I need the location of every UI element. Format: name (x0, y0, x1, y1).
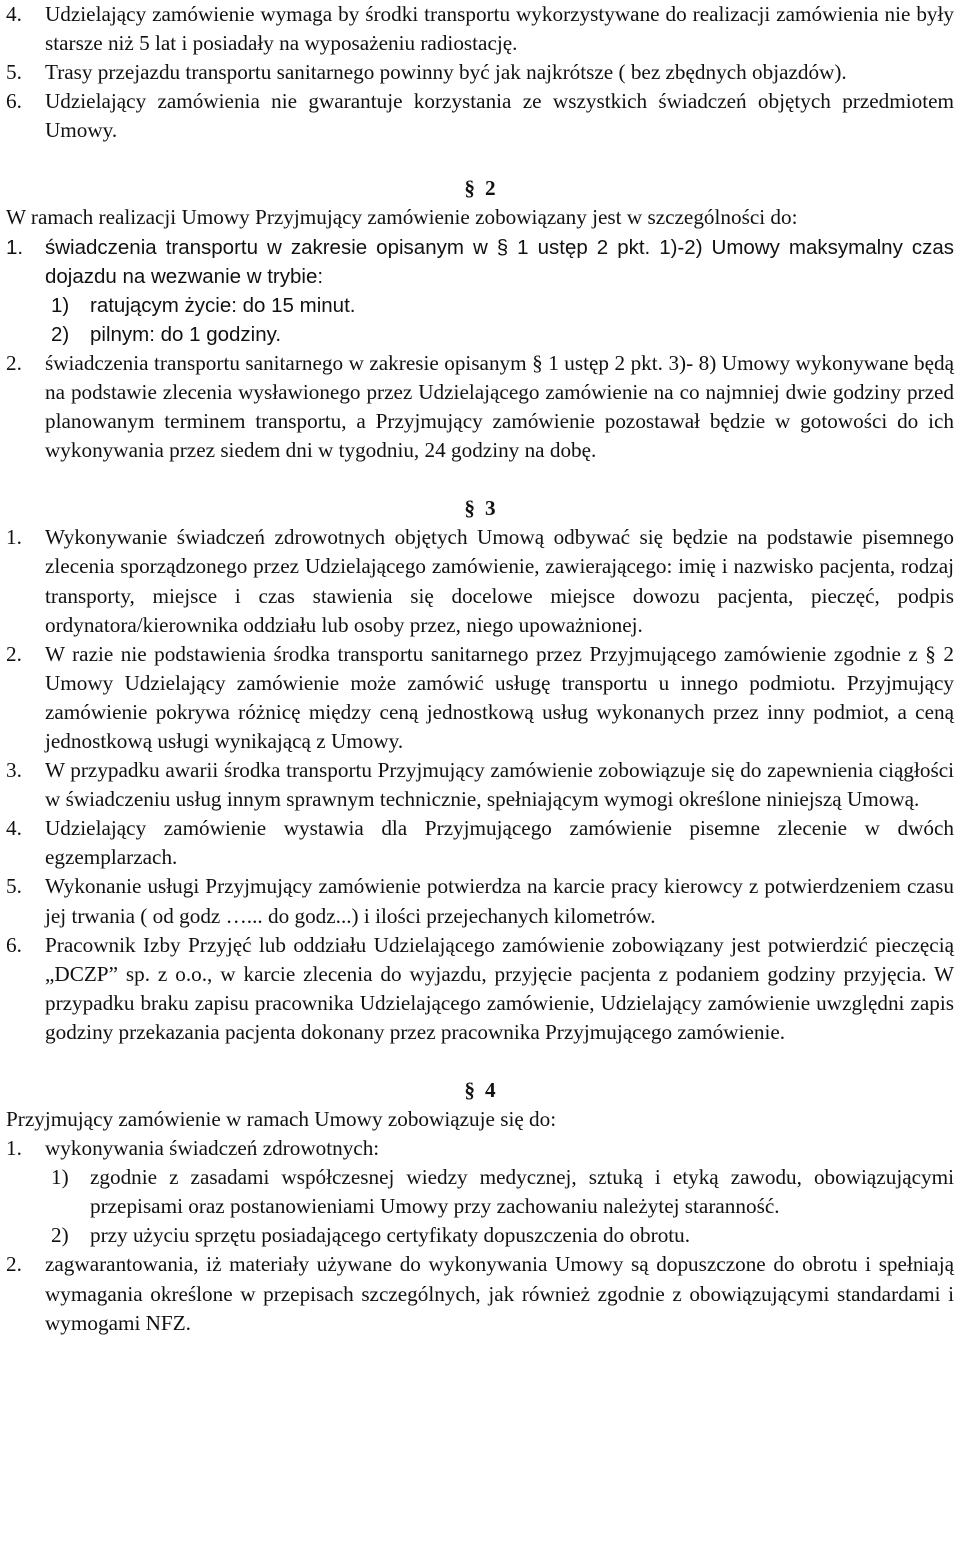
item-text: Udzielający zamówienia nie gwarantuje korzystania ze wszystkich świadczeń objętych przedmiotem Umowy. (45, 89, 954, 143)
list-item (6, 756, 954, 814)
item-text: Wykonywanie świadczeń zdrowotnych objętych Umową odbywać się będzie na podstawie pisemnego zlecenia sporządzonego przez Udzielającego zamówienie, zawierającego: imię i nazwisko pacjenta, rodzaj transporty, miejsce i czas stawienia się docelowe miejsce dowozu pacjenta, pieczęć, podpis ordynatora/kierownika oddziału lub osoby przez, niego upoważnionej. (45, 525, 954, 637)
sub-list-item (6, 1163, 954, 1221)
list-item (6, 1250, 954, 1337)
sub-list-item (6, 320, 954, 349)
item-number: 1. (6, 525, 22, 550)
section-2-lead: W ramach realizacji Umowy Przyjmujący zamówienie zobowiązany jest w szczególności do: (6, 205, 798, 230)
section-number: 3 (485, 496, 496, 521)
section-3-list (6, 523, 954, 1047)
list-item (6, 0, 954, 58)
list-item (6, 87, 954, 145)
sub-item-number: 2) (51, 1223, 69, 1248)
list-item (6, 349, 954, 465)
section-number: 2 (485, 176, 496, 201)
item-text: Trasy przejazdu transportu sanitarnego powinny być jak najkrótsze ( bez zbędnych objazdów). (45, 60, 847, 85)
list-item (6, 1134, 954, 1163)
item-number: 6. (6, 932, 22, 957)
item-number: 4. (6, 816, 22, 841)
list-item (6, 233, 954, 291)
item-number: 1. (6, 1136, 22, 1161)
section-2-heading (6, 174, 954, 203)
sub-item-text: zgodnie z zasadami współczesnej wiedzy medycznej, sztuką i etyką zawodu, obowiązującymi przepisami oraz postanowieniami Umowy przy zachowaniu należytej staranność. (90, 1165, 954, 1219)
list-item (6, 523, 954, 639)
spacer (6, 465, 954, 494)
sub-item-number: 2) (51, 322, 70, 346)
item-text: wykonywania świadczeń zdrowotnych: (45, 1136, 380, 1161)
item-text: zagwarantowania, iż materiały używane do wykonywania Umowy są dopuszczone do obrotu i spełniają wymagania określone w przepisach szczególnych, jak również zgodnie z obowiązującymi standardami i wymogami NFZ. (45, 1252, 954, 1335)
sub-item-text: ratującym życie: do 15 minut. (90, 293, 356, 317)
sub-list-item (6, 1221, 954, 1250)
sub-list-item (6, 291, 954, 320)
item-number: 6. (6, 89, 22, 114)
item-text: Wykonanie usługi Przyjmujący zamówienie potwierdza na karcie pracy kierowcy z potwierdzeniem czasu jej trwania ( od godz …... do godz...) i ilości przejechanych kilometrów. (45, 874, 954, 928)
item-number: 5. (6, 60, 22, 85)
paragraph-sign: § (464, 176, 475, 201)
item-text: W razie nie podstawienia środka transportu sanitarnego przez Przyjmującego zamówienie zgodnie z § 2 Umowy Udzielający zamówienie może zamówić usługę transportu u innego podmiotu. Przyjmujący zamówienie pokrywa różnicę między ceną jednostkową usług wykonanych przez inny podmiot, a ceną jednostkową usługi wynikającą z Umowy. (45, 641, 954, 753)
sub-item-text: pilnym: do 1 godziny. (90, 322, 282, 346)
section-4-heading (6, 1076, 954, 1105)
item-text: świadczenia transportu w zakresie opisanym w § 1 ustęp 2 pkt. 1)-2) Umowy maksymalny czas dojazdu na wezwanie w trybie: (45, 235, 954, 288)
section-3-heading (6, 494, 954, 523)
list-item (6, 640, 954, 756)
list-item (6, 58, 954, 87)
sub-item-number: 1) (51, 1165, 69, 1190)
paragraph-sign: § (464, 496, 475, 521)
sub-item-text: przy użyciu sprzętu posiadającego certyfikaty dopuszczenia do obrotu. (90, 1223, 691, 1248)
list-item (6, 931, 954, 1047)
item-text: W przypadku awarii środka transportu Przyjmujący zamówienie zobowiązuje się do zapewnienia ciągłości w świadczeniu usług innym sprawnym technicznie, spełniającym wymogi określone niniejszą Umową. (45, 758, 954, 812)
section-number: 4 (485, 1078, 496, 1102)
spacer (6, 1047, 954, 1076)
item-text: Udzielający zamówienie wymaga by środki transportu wykorzystywane do realizacji zamówienia nie były starsze niż 5 lat i posiadały na wyposażeniu radiostację. (45, 2, 954, 56)
intro-list (6, 0, 954, 145)
item-number: 4. (6, 2, 22, 26)
paragraph-sign: § (464, 1078, 475, 1102)
item-text: świadczenia transportu sanitarnego w zakresie opisanym § 1 ustęp 2 pkt. 3)- 8) Umowy wykonywane będą na podstawie zlecenia wysławionego przez Udzielającego zamówienie na co najmniej dwie godziny przed planowanym terminem transportu, a Przyjmujący zamówienie pozostawał będzie w gotowości do ich wykonywania przez siedem dni w tygodniu, 24 godziny na dobę. (45, 350, 954, 463)
item-number: 3. (6, 758, 22, 783)
section-4-lead: Przyjmujący zamówienie w ramach Umowy zobowiązuje się do: (6, 1107, 557, 1131)
list-item (6, 872, 954, 930)
item-number: 2. (6, 641, 22, 666)
spacer (6, 145, 954, 174)
list-item (6, 814, 954, 872)
item-text: Udzielający zamówienie wystawia dla Przyjmującego zamówienie pisemne zlecenie w dwóch egzemplarzach. (45, 816, 954, 870)
item-text: Pracownik Izby Przyjęć lub oddziału Udzielającego zamówienie zobowiązany jest potwierdzić pieczęcią „DCZP” sp. z o.o., w karcie zlecenia do wyjazdu, przyjęcie pacjenta z podaniem godziny przyjęcia. W przypadku braku zapisu pracownika Udzielającego zamówienie, Udzielający zamówienie uwzględni zapis godziny przekazania pacjenta dokonany przez pracownika Przyjmującego zamówienie. (45, 932, 954, 1044)
sub-item-number: 1) (51, 293, 70, 317)
item-number: 2. (6, 1252, 22, 1277)
item-number: 5. (6, 874, 22, 899)
item-number: 1. (6, 235, 24, 259)
item-number: 2. (6, 350, 22, 375)
